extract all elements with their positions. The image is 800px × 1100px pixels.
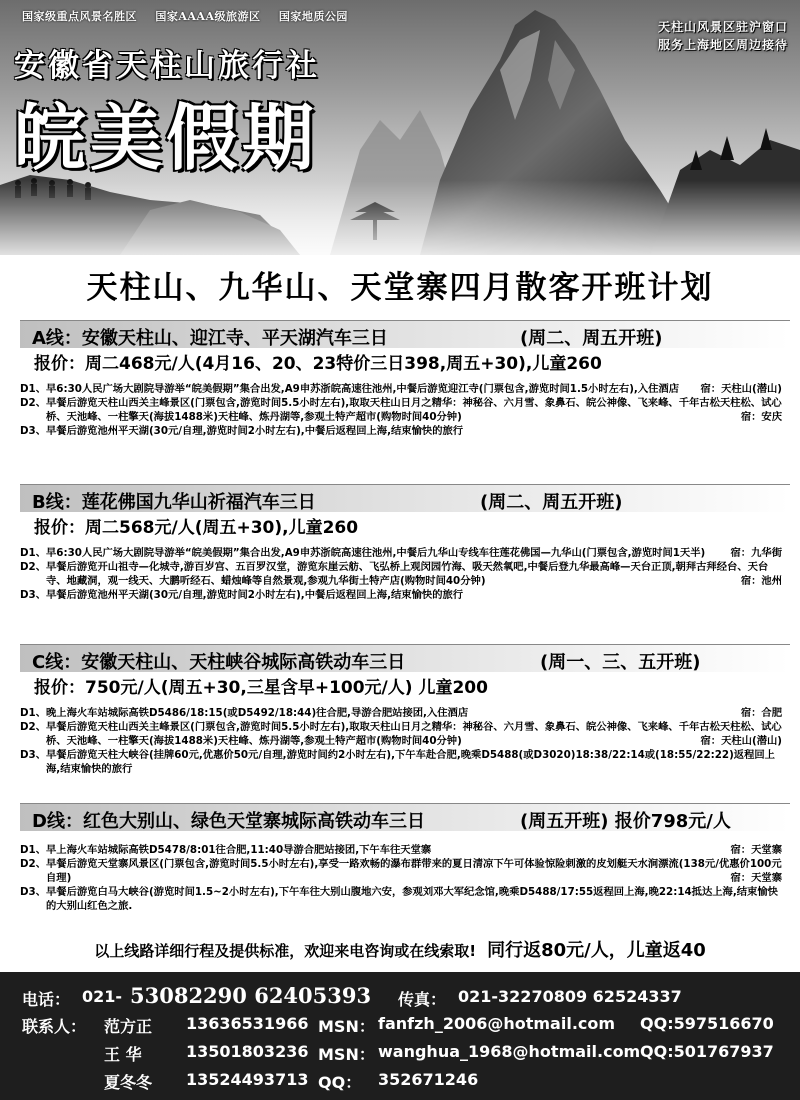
itinerary-day [20, 588, 782, 602]
itinerary-day [20, 546, 782, 560]
day-stay: 宿：天堂寨 [725, 871, 782, 885]
phone-prefix: 021- [82, 987, 123, 1006]
route-a [0, 320, 800, 438]
route-price: 报价：750元/人(周五+30,三星含早+100元/人) 儿童200 [34, 678, 488, 698]
route-b [0, 484, 800, 602]
route-schedule-and-price: (周五开班) 报价798元/人 [520, 811, 731, 832]
office-window-note [658, 18, 788, 54]
honors-tagline [22, 8, 362, 24]
inquiry-note: 以上线路详细行程及提供标准，欢迎来电咨询或在线索取! [94, 942, 477, 960]
day-stay: 宿：合肥 [735, 706, 782, 720]
day-stay: 宿：池州 [735, 574, 782, 588]
day-stay: 宿：天柱山(潜山) [695, 382, 783, 396]
qq-label: QQ： [318, 1073, 362, 1092]
day-text: 早6:30人民广场大剧院导游举“皖美假期”集合出发,A9申苏浙皖高速往池州,中餐后九华山专线车往莲花佛国—九华山(门票包含,游览时间1天半) [46, 547, 706, 559]
contact-qq[interactable]: QQ:597516670 [640, 1014, 774, 1033]
route-schedule: (周二、周五开班) [520, 328, 663, 349]
day-key: D1、 [20, 383, 47, 395]
window-line-2: 服务上海地区周边接待 [657, 38, 788, 52]
day-key: D2、 [20, 858, 47, 870]
phone-row [0, 984, 800, 1010]
day-stay: 宿：天堂寨 [725, 843, 782, 857]
route-header [20, 484, 790, 512]
route-name: A线：安徽天柱山、迎江寺、平天湖汽车三日 [32, 328, 388, 349]
route-c [0, 644, 800, 776]
brand-title: 皖美假期 [14, 95, 319, 180]
route-schedule: (周二、周五开班) [480, 492, 623, 513]
contact-mobile[interactable]: 13524493713 [186, 1070, 309, 1089]
day-key: D3、 [20, 749, 47, 761]
itinerary-day [20, 706, 782, 720]
honor-3: 国家地质公园 [278, 10, 348, 23]
day-key: D3、 [20, 886, 47, 898]
day-text: 早餐后游览天堂寨风景区(门票包含,游览时间5.5小时左右),享受一路欢畅的瀑布群带来的夏日清凉下午可体验惊险刺激的皮划艇天水涧漂流(138元/优惠价100元自理) [46, 858, 782, 884]
day-text: 早餐后游览池州平天湖(30元/自理,游览时间2小时左右),中餐后返程回上海,结束愉快的旅行 [46, 589, 464, 601]
route-d [0, 803, 800, 913]
itinerary-day [20, 424, 782, 438]
day-text: 晚上海火车站城际高铁D5486/18:15(或D5492/18:44)往合肥,导游合肥站接团,入住酒店 [46, 707, 469, 719]
route-header [20, 803, 790, 831]
contact-qq[interactable]: QQ:501767937 [640, 1042, 774, 1061]
day-text: 早餐后游览天柱山西关主峰景区(门票包含,游览时间5.5小时左右),取取天柱山日月之精华：神秘谷、六月雪、象鼻石、皖公神像、飞来峰、千年古松天柱松、试心桥、天池峰、一柱擎天(海拔1488米)天柱峰、炼丹湖等,参观土特产超市(购物时间40分钟) [46, 721, 782, 747]
day-text: 早上海火车站城际高铁D5478/8:01往合肥,11:40导游合肥站接团,下午车往天堂寨 [46, 844, 432, 856]
phone-numbers[interactable]: 53082290 62405393 [130, 983, 372, 1008]
contact-name: 王 华 [104, 1045, 142, 1064]
msn-label: MSN： [318, 1017, 375, 1036]
day-key: D3、 [20, 425, 47, 437]
itinerary-day [20, 857, 782, 885]
route-price: 报价：周二568元/人(周五+30),儿童260 [34, 518, 359, 538]
contact-row [0, 1014, 800, 1040]
day-key: D2、 [20, 561, 47, 573]
itinerary-day [20, 396, 782, 424]
itinerary-day [20, 382, 782, 396]
route-header [20, 320, 790, 348]
contact-msn[interactable]: fanfzh_2006@hotmail.com [378, 1014, 616, 1033]
phone-label: 电话： [22, 990, 71, 1009]
day-key: D1、 [20, 547, 47, 559]
day-key: D2、 [20, 721, 47, 733]
day-text: 早餐后游览池州平天湖(30元/自理,游览时间2小时左右),中餐后返程回上海,结束愉快的旅行 [46, 425, 464, 437]
contact-name: 范方正 [104, 1017, 153, 1036]
day-stay: 宿：九华街 [725, 546, 782, 560]
day-text: 早餐后游览天柱大峡谷(挂牌60元,优惠价50元/自理,游览时间约2小时左右),下午车赴合肥,晚乘D5488(或D3020)18:38/22:14或(18:55/22:22)返程回上海,结束愉快的旅行 [46, 749, 775, 775]
rebate-note: 同行返80元/人，儿童返40 [487, 940, 706, 961]
contact-name: 夏冬冬 [104, 1073, 153, 1092]
window-line-1: 天柱山风景区驻沪窗口 [657, 20, 788, 34]
itinerary-day [20, 885, 782, 913]
contact-msn[interactable]: wanghua_1968@hotmail.com [378, 1042, 641, 1061]
route-name: C线：安徽天柱山、天柱峡谷城际高铁动车三日 [32, 652, 406, 673]
route-header [20, 644, 790, 672]
itinerary-day [20, 560, 782, 588]
itinerary-day [20, 720, 782, 748]
itinerary-day [20, 843, 782, 857]
itinerary-day [20, 748, 782, 776]
footer-note [0, 936, 800, 962]
contact-row [0, 1070, 800, 1096]
day-text: 早餐后游览天柱山西关主峰景区(门票包含,游览时间5.5小时左右),取取天柱山日月之精华：神秘谷、六月雪、象鼻石、皖公神像、飞来峰、千年古松天柱松、试心桥、天池峰、一柱擎天(海拔1488米)天柱峰、炼丹湖等,参观土特产超市(购物时间40分钟) [46, 397, 782, 423]
contact-mobile[interactable]: 13636531966 [186, 1014, 309, 1033]
honor-2: 国家AAAA级旅游区 [155, 10, 261, 23]
route-name: D线：红色大别山、绿色天堂寨城际高铁动车三日 [32, 811, 425, 832]
route-price: 报价：周二468元/人(4月16、20、23特价三日398,周五+30),儿童260 [34, 354, 602, 374]
route-schedule: (周一、三、五开班) [540, 652, 701, 673]
day-key: D3、 [20, 589, 47, 601]
day-text: 早餐后游览开山祖寺—化城寺,游百岁宫、五百罗汉堂，游览东崖云舫、飞弘桥上观闵园竹海、吸天然氧吧,中餐后登九华最高峰—天台正顶,朝拜古拜经台、天台寺、地藏洞，观一线天、大鹏听经石、蜡烛峰等自然景观,参观九华街土特产店(购物时间40分钟) [46, 561, 769, 587]
contacts-label: 联系人： [22, 1017, 87, 1036]
contact-bar [0, 972, 800, 1100]
day-key: D2、 [20, 397, 47, 409]
hero-banner [0, 0, 800, 255]
honor-1: 国家级重点风景名胜区 [22, 10, 137, 23]
day-stay: 宿：天柱山(潜山) [695, 734, 783, 748]
fax-label: 传真： [398, 990, 447, 1009]
day-key: D1、 [20, 844, 47, 856]
main-title: 天柱山、九华山、天堂寨四月散客开班计划 [86, 270, 714, 306]
route-name: B线：莲花佛国九华山祈福汽车三日 [32, 492, 316, 513]
day-text: 早6:30人民广场大剧院导游举“皖美假期”集合出发,A9申苏浙皖高速往池州,中餐后游览迎江寺(门票包含,游览时间1.5小时左右),入住酒店 [46, 383, 680, 395]
contact-row [0, 1042, 800, 1068]
contact-qq[interactable]: 352671246 [378, 1070, 479, 1089]
msn-label: MSN： [318, 1045, 375, 1064]
day-stay: 宿：安庆 [735, 410, 782, 424]
day-text: 早餐后游览白马大峡谷(游览时间1.5~2小时左右),下午车往大别山腹地六安，参观刘邓大军纪念馆,晚乘D5488/17:55返程回上海,晚22:14抵达上海,结束愉快的大别山红色之旅. [46, 886, 778, 912]
agency-name: 安徽省天柱山旅行社 [14, 48, 320, 84]
day-key: D1、 [20, 707, 47, 719]
contact-mobile[interactable]: 13501803236 [186, 1042, 309, 1061]
fax-numbers[interactable]: 021-32270809 62524337 [458, 987, 682, 1006]
